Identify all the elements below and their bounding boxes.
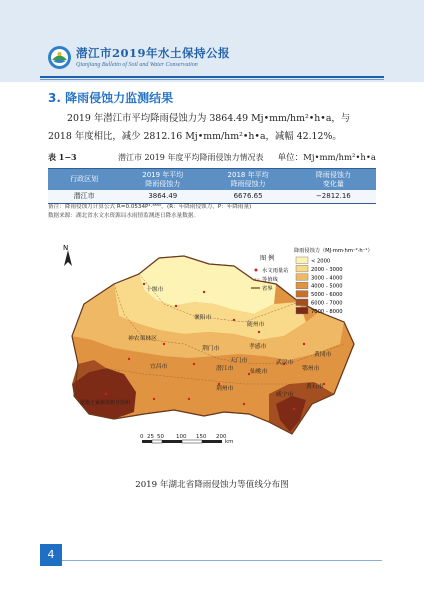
scale-tick: 150 <box>196 434 207 440</box>
note-source: 数据来源：湖北省水文水资源局水雨情监测逐日降水量数据。 <box>48 212 200 219</box>
table-header-change: 降雨侵蚀力 变化量 <box>291 169 376 191</box>
map-caption: 2019 年湖北省降雨侵蚀力等值线分布图 <box>135 480 289 490</box>
table-header-2018: 2018 年平均 降雨侵蚀力 <box>205 169 290 191</box>
cell-2019: 3864.49 <box>120 190 205 204</box>
legend-item: 省界 <box>262 286 273 292</box>
ramp-swatch <box>296 274 308 281</box>
ramp-swatch <box>296 291 308 298</box>
bulletin-title: 潜江市2019年水土保持公报 <box>76 46 231 60</box>
north-arrow-icon <box>64 250 72 266</box>
cell-region: 潜江市 <box>48 190 120 204</box>
scale-tick: 0 <box>140 434 144 440</box>
ramp-swatch <box>296 282 308 289</box>
city-label: 武汉市 <box>276 360 294 366</box>
city-label: 黄石市 <box>306 384 324 390</box>
page-number: 4 <box>40 544 62 566</box>
scale-tick: 100 <box>176 434 187 440</box>
city-label: 十堰市 <box>146 287 164 293</box>
bulletin-subtitle: Qianjiang Bulletin of Soil and Water Conservation <box>76 62 198 68</box>
scale-tick: 200 <box>216 434 227 440</box>
table-title: 潜江市 2019 年度平均降雨侵蚀力情况表 <box>118 153 264 162</box>
table-label: 表 1−3 <box>48 152 77 162</box>
table-header-region: 行政区划 <box>48 169 120 191</box>
table-row <box>48 190 376 204</box>
note-formula: 备注：降雨侵蚀力计算公式 R=0.0534P¹·⁶⁵⁵⁰。(R：年降雨侵蚀力，P：年降雨量) <box>48 204 252 210</box>
station-dot-icon <box>255 269 258 272</box>
ramp-label: 4000 - 5000 <box>311 283 343 290</box>
erosivity-table <box>48 168 376 204</box>
header-rule-thin <box>40 79 384 80</box>
city-label: 咸宁市 <box>276 392 294 398</box>
soil-water-logo-icon <box>47 45 72 70</box>
ramp-label: < 2000 <box>311 258 331 265</box>
table-caption <box>48 152 376 166</box>
ramp-label: 5000 - 6000 <box>311 292 343 299</box>
city-label: 襄阳市 <box>194 315 212 321</box>
scale-unit: km <box>225 439 234 445</box>
city-label: 仙桃市 <box>250 369 268 375</box>
city-label: 随州市 <box>247 322 265 328</box>
erosivity-map <box>44 244 384 456</box>
north-label: N <box>63 244 69 252</box>
ramp-title: 降雨侵蚀力（MJ·mm·hm⁻²·h⁻¹） <box>294 248 373 254</box>
city-label: 荆门市 <box>202 346 220 352</box>
city-label: 鄂州市 <box>302 366 320 372</box>
ramp-label: 6000 - 7000 <box>311 300 343 307</box>
ramp-swatch <box>296 307 308 314</box>
section-title: 3. 降雨侵蚀力监测结果 <box>48 91 174 105</box>
scale-tick: 50 <box>157 434 164 440</box>
ramp-swatch <box>296 257 308 264</box>
table-header-2019: 2019 年平均 降雨侵蚀力 <box>120 169 205 191</box>
ramp-label: 3000 - 4000 <box>311 275 343 282</box>
legend-title: 图 例 <box>260 255 275 262</box>
city-label: 神农架林区 <box>128 336 157 342</box>
cell-2018: 6676.65 <box>205 190 290 204</box>
table-unit: 单位：Mj•mm/hm²•h•a <box>277 153 376 163</box>
city-label: 恩施土家族苗族自治州 <box>80 400 131 406</box>
scale-tick: 25 <box>147 434 154 440</box>
city-label: 黄冈市 <box>314 352 332 358</box>
ramp-label: 7000 - 8000 <box>311 308 343 315</box>
province-map <box>72 256 354 434</box>
ramp-swatch <box>296 265 308 272</box>
city-label: 潜江市 <box>216 366 234 372</box>
ramp-label: 2000 - 3000 <box>311 266 343 273</box>
city-label: 天门市 <box>230 358 248 364</box>
city-label: 宜昌市 <box>150 364 168 370</box>
scale-bar <box>140 434 234 445</box>
ramp-swatch <box>296 299 308 306</box>
cell-change: −2812.16 <box>291 190 376 204</box>
table-notes <box>48 203 378 220</box>
header-rule <box>40 76 384 78</box>
footer-rule <box>62 560 382 561</box>
body-paragraph: 2019 年潜江市平均降雨侵蚀力为 3864.49 Mj•mm/hm²•h•a，与 2018 年度相比，减少 2812.16 Mj•mm/hm²•h•a，减幅 42.12%。 <box>48 113 351 142</box>
city-label: 荆州市 <box>216 386 234 392</box>
legend-item: 等值线 <box>262 277 278 283</box>
legend-item: 水文雨量站 <box>262 268 289 274</box>
city-label: 孝感市 <box>249 344 267 350</box>
